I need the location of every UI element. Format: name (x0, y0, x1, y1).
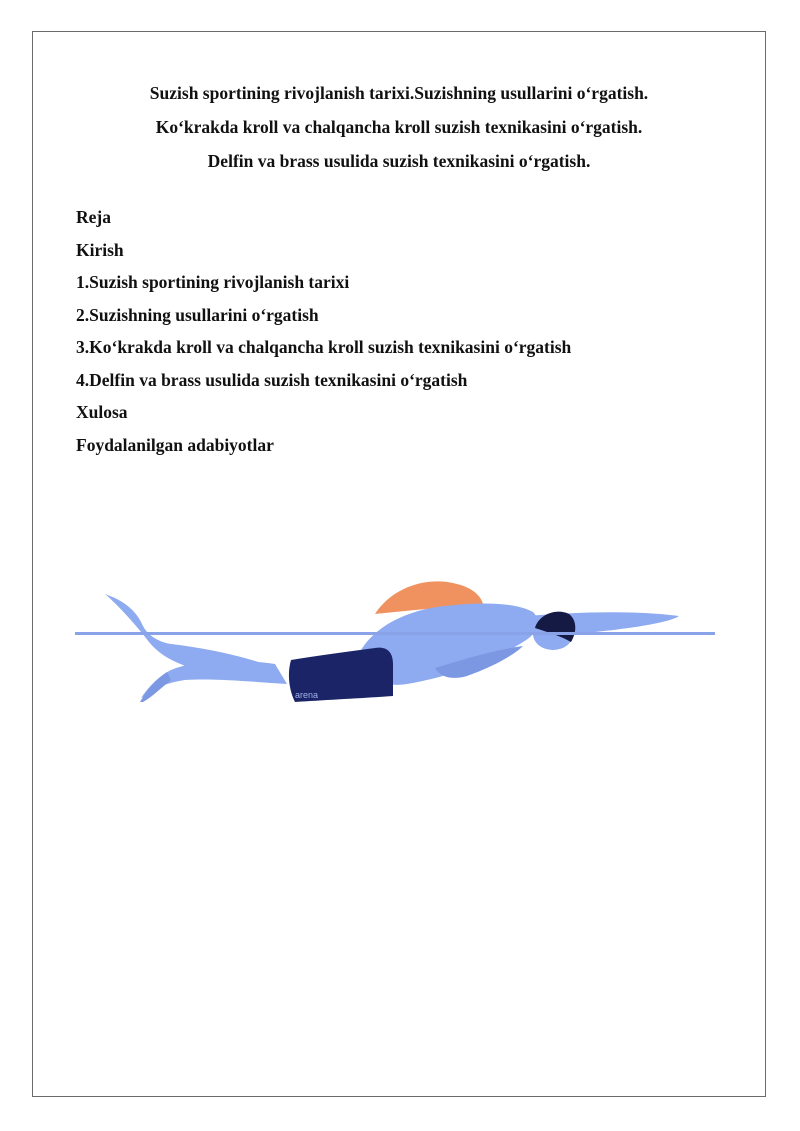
outline-item-introduction: Kirish (76, 239, 124, 260)
outline-item-conclusion: Xulosa (76, 402, 128, 422)
outline-item-2: 2.Suzishning usullarini o‘rgatish (76, 304, 319, 325)
outline-item-4: 4.Delfin va brass usulida suzish texnikasini o‘rgatish (76, 369, 468, 390)
title-line-1: Suzish sportining rivojlanish tarixi.Suzishning usullarini o‘rgatish. (149, 83, 649, 103)
document-title (33, 76, 765, 178)
outline-item-3: 3.Ko‘krakda kroll va chalqancha kroll suzish texnikasini o‘rgatish (76, 337, 572, 357)
water-surface-line (75, 632, 715, 635)
foot (139, 672, 171, 702)
title-line-3: Delfin va brass usulida suzish texnikasini o‘rgatish. (207, 151, 591, 171)
swimmer-illustration (75, 572, 715, 702)
outline-item-1: 1.Suzish sportining rivojlanish tarixi (76, 272, 350, 292)
outline-list (76, 201, 571, 461)
document-page (32, 31, 766, 1097)
title-line-2: Ko‘krakda kroll va chalqancha kroll suzish texnikasini o‘rgatish. (155, 117, 643, 137)
trunks-logo: arena (295, 690, 319, 700)
outline-heading: Reja (76, 207, 111, 227)
outline-item-references: Foydalanilgan adabiyotlar (76, 434, 274, 455)
